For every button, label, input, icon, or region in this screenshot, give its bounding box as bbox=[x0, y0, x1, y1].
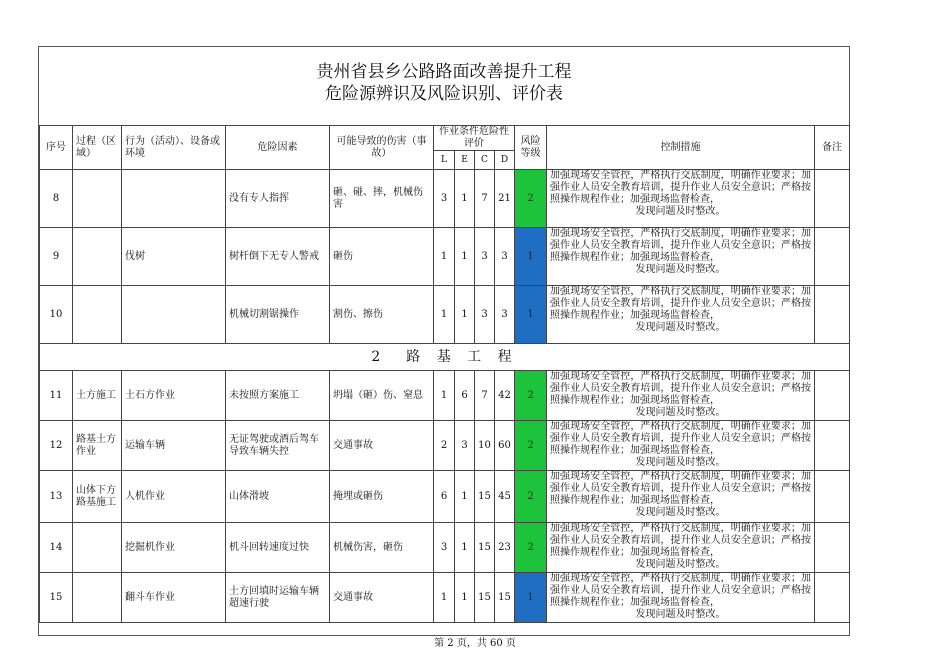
C-cell: 15 bbox=[475, 573, 495, 623]
process-cell: 土方施工 bbox=[73, 371, 122, 421]
seq-cell: 8 bbox=[40, 170, 73, 228]
hazard-cell: 土方回填时运输车辆超速行驶 bbox=[226, 573, 330, 623]
risk-level-cell: 2 bbox=[515, 421, 547, 471]
activity-cell: 运输车辆 bbox=[122, 421, 226, 471]
control-text: 加强现场安全管控，严格执行交底制度，明确作业要求；加强作业人员安全教育培训，提升作业人员安全意识；严格按照操作规程作业；加强现场监督检查， bbox=[550, 228, 811, 263]
control-text: 加强现场安全管控，严格执行交底制度，明确作业要求；加强作业人员安全教育培训，提升作业人员安全意识；严格按照操作规程作业；加强现场监督检查， bbox=[550, 471, 811, 506]
D-cell: 42 bbox=[495, 371, 515, 421]
header-seq: 序号 bbox=[40, 126, 73, 170]
table-row bbox=[40, 286, 850, 344]
control-measures-cell bbox=[547, 286, 815, 344]
injury-cell: 砸、碰、摔，机械伤害 bbox=[330, 170, 434, 228]
header-activity: 行为（活动）、设备或环境 bbox=[122, 126, 226, 170]
control-text: 加强现场安全管控，严格执行交底制度，明确作业要求；加强作业人员安全教育培训，提升作业人员安全意识；严格按照操作规程作业；加强现场监督检查， bbox=[550, 286, 811, 321]
section-row bbox=[40, 344, 850, 371]
control-measures-cell bbox=[547, 421, 815, 471]
risk-level-cell: 1 bbox=[515, 286, 547, 344]
remark-cell bbox=[815, 523, 850, 573]
L-cell: 2 bbox=[434, 421, 455, 471]
process-cell: 山体下方路基施工 bbox=[73, 471, 122, 523]
risk-level-cell: 2 bbox=[515, 471, 547, 523]
activity-cell: 翻斗车作业 bbox=[122, 573, 226, 623]
page-footer: 第 2 页，共 60 页 bbox=[434, 638, 516, 649]
control-measures-cell bbox=[547, 170, 815, 228]
control-text-last: 发现问题及时整改。 bbox=[635, 407, 726, 418]
activity-cell bbox=[122, 286, 226, 344]
control-text: 加强现场安全管控，严格执行交底制度，明确作业要求；加强作业人员安全教育培训，提升作业人员安全意识；严格按照操作规程作业；加强现场监督检查， bbox=[550, 573, 811, 608]
injury-cell: 交通事故 bbox=[330, 421, 434, 471]
E-cell: 1 bbox=[455, 286, 475, 344]
document-subtitle: 危险源辨识及风险识别、评价表 bbox=[325, 84, 563, 104]
hazard-cell: 未按照方案施工 bbox=[226, 371, 330, 421]
header-risk-level: 风险等级 bbox=[515, 126, 547, 170]
D-cell: 45 bbox=[495, 471, 515, 523]
E-cell: 1 bbox=[455, 228, 475, 286]
table-row bbox=[40, 170, 850, 228]
hazard-cell: 没有专人指挥 bbox=[226, 170, 330, 228]
control-measures-cell bbox=[547, 471, 815, 523]
E-cell: 1 bbox=[455, 170, 475, 228]
E-cell: 6 bbox=[455, 371, 475, 421]
seq-cell: 15 bbox=[40, 573, 73, 623]
seq-cell: 12 bbox=[40, 421, 73, 471]
activity-cell: 人机作业 bbox=[122, 471, 226, 523]
remark-cell bbox=[815, 228, 850, 286]
hazard-cell: 机斗回转速度过快 bbox=[226, 523, 330, 573]
process-cell bbox=[73, 286, 122, 344]
risk-level-cell: 2 bbox=[515, 170, 547, 228]
control-measures-cell bbox=[547, 371, 815, 421]
activity-cell bbox=[122, 170, 226, 228]
injury-cell: 交通事故 bbox=[330, 573, 434, 623]
header-C: C bbox=[475, 151, 495, 170]
L-cell: 6 bbox=[434, 471, 455, 523]
remark-cell bbox=[815, 421, 850, 471]
control-text-last: 发现问题及时整改。 bbox=[635, 609, 726, 620]
E-cell: 1 bbox=[455, 523, 475, 573]
control-text: 加强现场安全管控，严格执行交底制度，明确作业要求；加强作业人员安全教育培训，提升作业人员安全意识；严格按照操作规程作业；加强现场监督检查， bbox=[550, 421, 811, 456]
L-cell: 1 bbox=[434, 573, 455, 623]
C-cell: 3 bbox=[475, 228, 495, 286]
control-text: 加强现场安全管控，严格执行交底制度，明确作业要求；加强作业人员安全教育培训，提升作业人员安全意识；严格按照操作规程作业；加强现场监督检查， bbox=[550, 170, 811, 205]
injury-cell: 掩埋或砸伤 bbox=[330, 471, 434, 523]
header-control: 控制措施 bbox=[547, 126, 815, 170]
E-cell: 1 bbox=[455, 471, 475, 523]
seq-cell: 10 bbox=[40, 286, 73, 344]
control-measures-cell bbox=[547, 573, 815, 623]
seq-cell: 11 bbox=[40, 371, 73, 421]
risk-assessment-sheet bbox=[38, 46, 850, 636]
control-text-last: 发现问题及时整改。 bbox=[635, 264, 726, 275]
C-cell: 15 bbox=[475, 471, 495, 523]
remark-cell bbox=[815, 471, 850, 523]
injury-cell: 砸伤 bbox=[330, 228, 434, 286]
control-text: 加强现场安全管控，严格执行交底制度，明确作业要求；加强作业人员安全教育培训，提升作业人员安全意识；严格按照操作规程作业；加强现场监督检查， bbox=[550, 523, 811, 558]
table-row bbox=[40, 523, 850, 573]
D-cell: 3 bbox=[495, 228, 515, 286]
risk-level-cell: 2 bbox=[515, 523, 547, 573]
control-measures-cell bbox=[547, 228, 815, 286]
seq-cell: 9 bbox=[40, 228, 73, 286]
D-cell: 23 bbox=[495, 523, 515, 573]
activity-cell: 伐树 bbox=[122, 228, 226, 286]
seq-cell: 14 bbox=[40, 523, 73, 573]
header-remark: 备注 bbox=[815, 126, 850, 170]
process-cell bbox=[73, 170, 122, 228]
activity-cell: 挖掘机作业 bbox=[122, 523, 226, 573]
table-row bbox=[40, 573, 850, 623]
header-row bbox=[40, 126, 850, 151]
risk-table bbox=[39, 125, 850, 623]
C-cell: 10 bbox=[475, 421, 495, 471]
hazard-cell: 山体滑坡 bbox=[226, 471, 330, 523]
L-cell: 1 bbox=[434, 371, 455, 421]
D-cell: 3 bbox=[495, 286, 515, 344]
L-cell: 3 bbox=[434, 170, 455, 228]
L-cell: 3 bbox=[434, 523, 455, 573]
table-row bbox=[40, 371, 850, 421]
L-cell: 1 bbox=[434, 228, 455, 286]
remark-cell bbox=[815, 286, 850, 344]
hazard-cell: 树杆倒下无专人警戒 bbox=[226, 228, 330, 286]
process-cell bbox=[73, 228, 122, 286]
C-cell: 3 bbox=[475, 286, 495, 344]
header-process: 过程（区域） bbox=[73, 126, 122, 170]
control-text-last: 发现问题及时整改。 bbox=[635, 206, 726, 217]
header-D: D bbox=[495, 151, 515, 170]
process-cell bbox=[73, 523, 122, 573]
control-text-last: 发现问题及时整改。 bbox=[635, 457, 726, 468]
injury-cell: 割伤、擦伤 bbox=[330, 286, 434, 344]
remark-cell bbox=[815, 170, 850, 228]
header-L: L bbox=[434, 151, 455, 170]
section-title: 2 路 基 工 程 bbox=[40, 344, 850, 371]
control-measures-cell bbox=[547, 523, 815, 573]
table-row bbox=[40, 471, 850, 523]
activity-cell: 土石方作业 bbox=[122, 371, 226, 421]
hazard-cell: 机械切割锯操作 bbox=[226, 286, 330, 344]
control-text-last: 发现问题及时整改。 bbox=[635, 322, 726, 333]
C-cell: 7 bbox=[475, 170, 495, 228]
risk-level-cell: 1 bbox=[515, 228, 547, 286]
process-cell: 路基土方作业 bbox=[73, 421, 122, 471]
header-eval: 作业条件危险性评价 bbox=[434, 126, 515, 151]
D-cell: 21 bbox=[495, 170, 515, 228]
C-cell: 7 bbox=[475, 371, 495, 421]
document-title: 贵州省县乡公路路面改善提升工程 bbox=[316, 62, 572, 82]
risk-level-cell: 2 bbox=[515, 371, 547, 421]
header-injury: 可能导致的伤害（事故） bbox=[330, 126, 434, 170]
title-block bbox=[39, 47, 849, 126]
L-cell: 1 bbox=[434, 286, 455, 344]
control-text-last: 发现问题及时整改。 bbox=[635, 507, 726, 518]
process-cell bbox=[73, 573, 122, 623]
control-text: 加强现场安全管控，严格执行交底制度，明确作业要求；加强作业人员安全教育培训，提升作业人员安全意识；严格按照操作规程作业；加强现场监督检查， bbox=[550, 371, 811, 406]
E-cell: 3 bbox=[455, 421, 475, 471]
risk-level-cell: 1 bbox=[515, 573, 547, 623]
header-E: E bbox=[455, 151, 475, 170]
D-cell: 60 bbox=[495, 421, 515, 471]
E-cell: 1 bbox=[455, 573, 475, 623]
D-cell: 15 bbox=[495, 573, 515, 623]
remark-cell bbox=[815, 573, 850, 623]
seq-cell: 13 bbox=[40, 471, 73, 523]
C-cell: 15 bbox=[475, 523, 495, 573]
injury-cell: 坍塌（砸）伤、窒息 bbox=[330, 371, 434, 421]
header-hazard: 危险因素 bbox=[226, 126, 330, 170]
table-row bbox=[40, 421, 850, 471]
remark-cell bbox=[815, 371, 850, 421]
hazard-cell: 无证驾驶或酒后驾车导致车辆失控 bbox=[226, 421, 330, 471]
control-text-last: 发现问题及时整改。 bbox=[635, 559, 726, 570]
injury-cell: 机械伤害，砸伤 bbox=[330, 523, 434, 573]
table-row bbox=[40, 228, 850, 286]
